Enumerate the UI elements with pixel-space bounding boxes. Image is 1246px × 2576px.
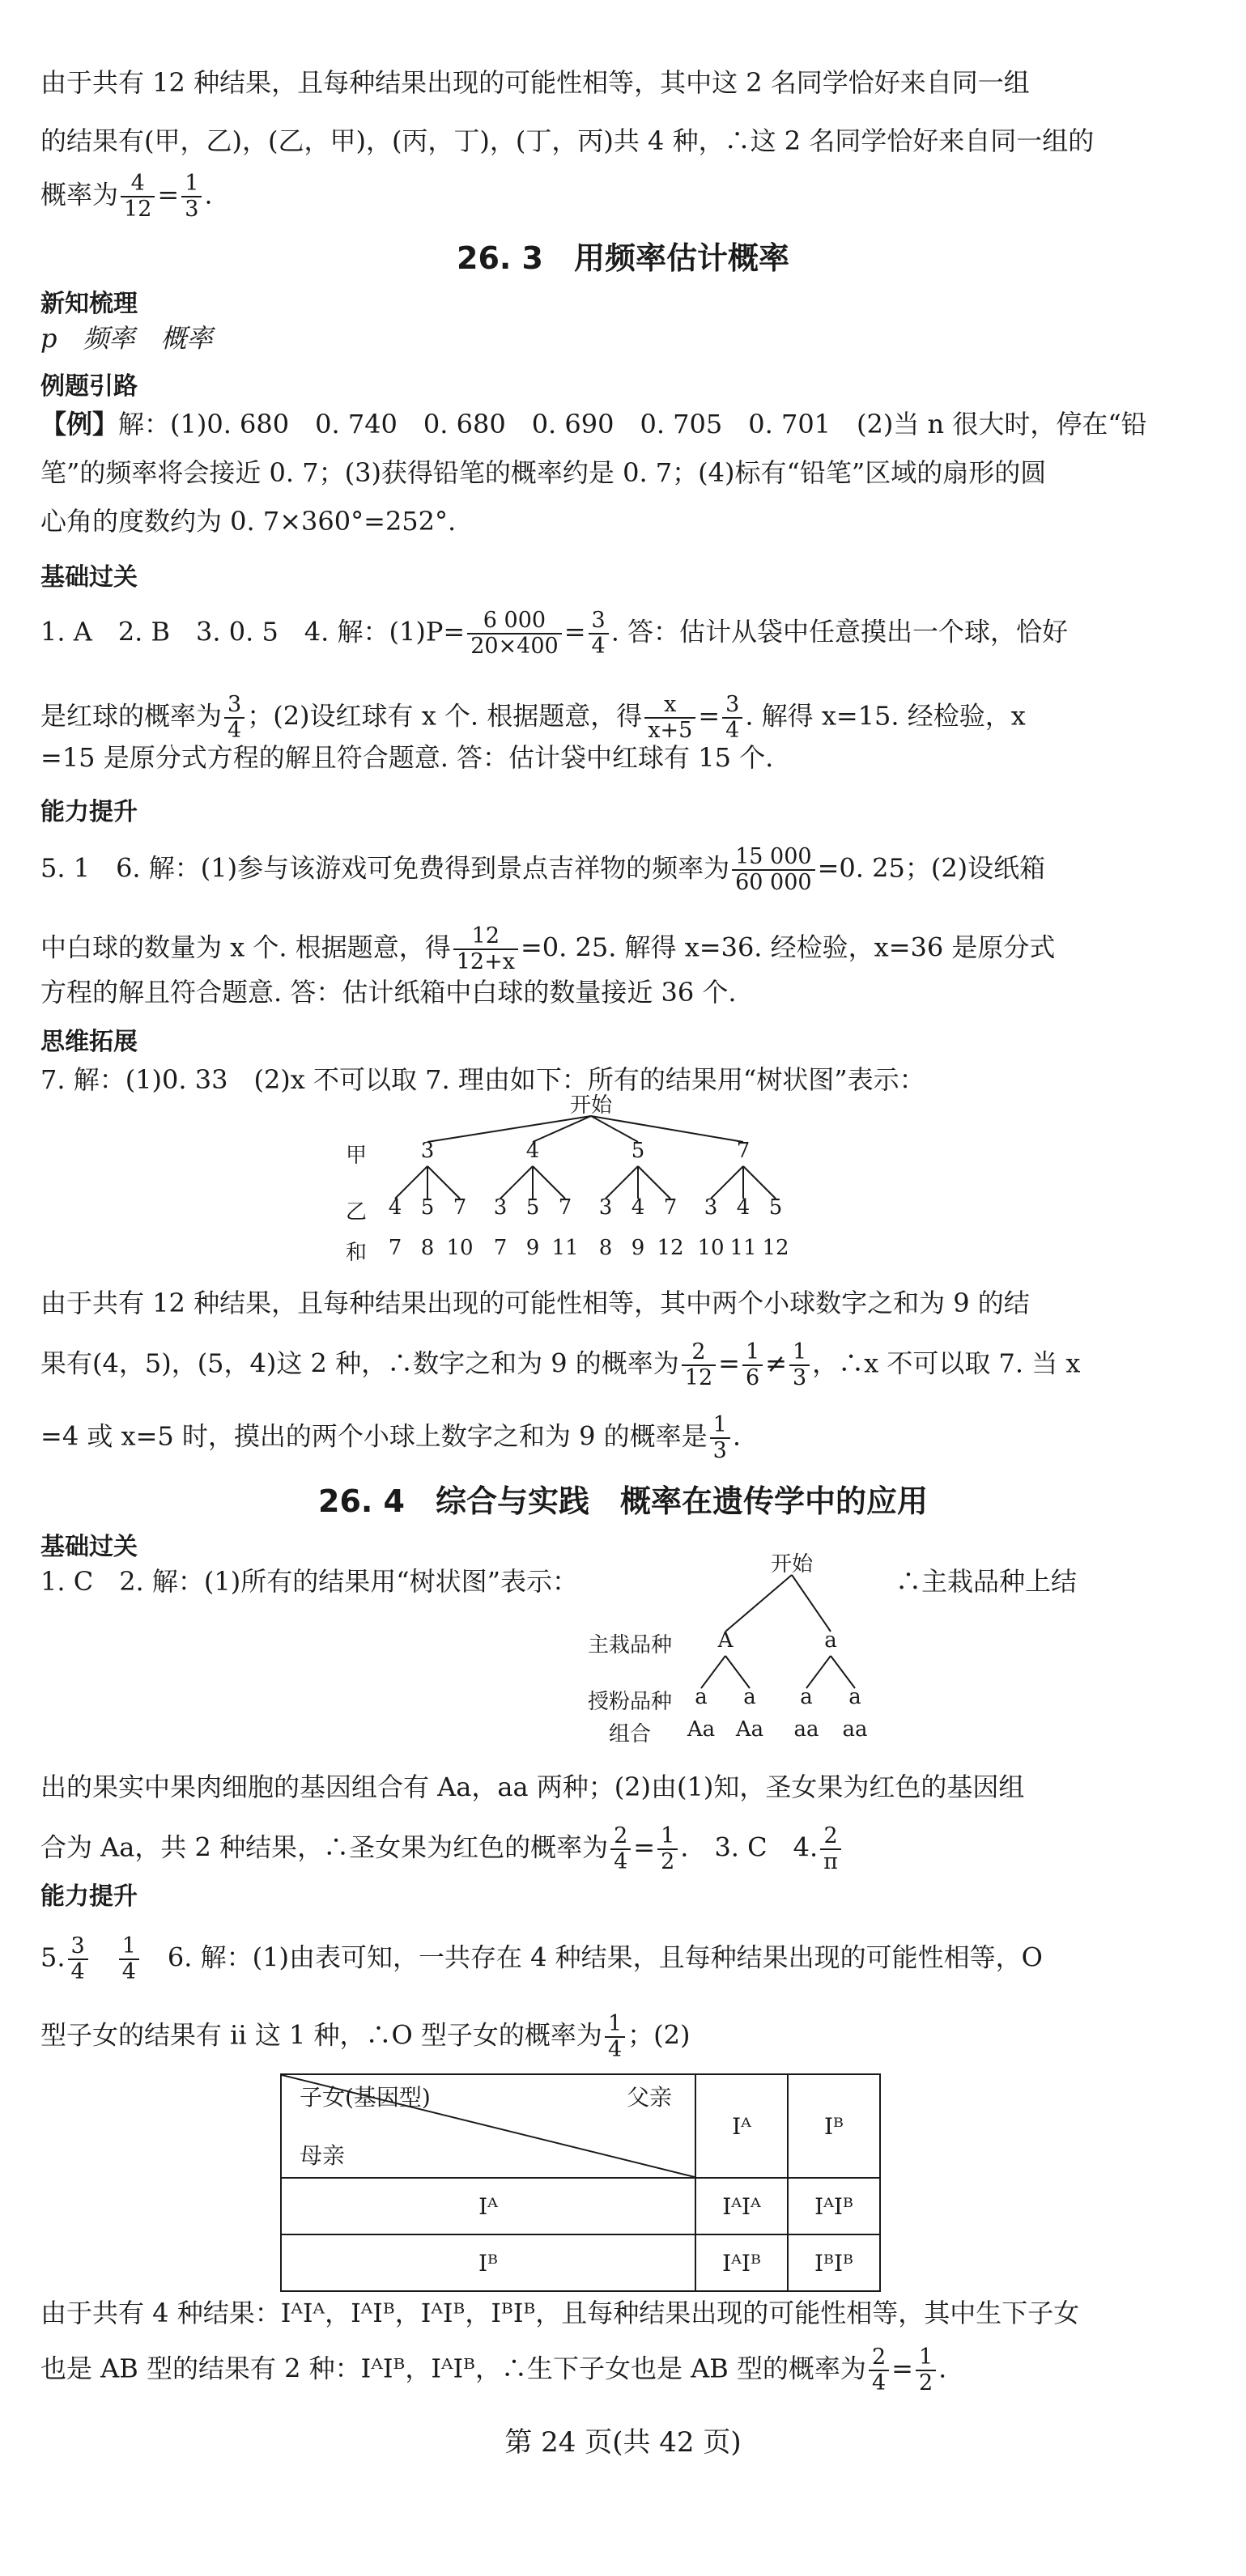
fraction-numerator: 4 [121, 172, 155, 197]
tree-leaf-label: 5 [768, 1195, 783, 1220]
tree-row-label: 授粉品种 [587, 1690, 673, 1714]
fraction-denominator: 2 [918, 2370, 933, 2396]
text-line [40, 845, 1045, 895]
tree-branch [533, 1166, 565, 1199]
text-line: 由于共有 4 种结果：IᴬIᴬ，IᴬIᴮ，IᴬIᴮ，IᴮIᴮ，且每种结果出现的可能性相等，其中生下子女 [40, 2298, 1080, 2328]
tree-leaf-label: 4 [736, 1195, 751, 1220]
tree-branch [395, 1166, 427, 1199]
text-span: 型子女的结果有 ii 这 1 种，∴O 型子女的概率为 [40, 2019, 602, 2051]
tree-branch [743, 1166, 776, 1199]
text-line [40, 1413, 741, 1463]
period: . [732, 1420, 741, 1452]
fraction-denominator: 12+x [456, 949, 515, 974]
fraction-denominator: 4 [70, 1959, 85, 1984]
tree-branch [427, 1116, 591, 1142]
text-line [40, 1340, 1080, 1390]
fraction [605, 2012, 625, 2062]
fraction-denominator: 4 [228, 718, 242, 743]
table-row [281, 2234, 880, 2291]
fraction [119, 1934, 139, 1984]
table-cell: IᴬIᴮ [788, 2178, 880, 2234]
subheading-new-knowledge: 新知梳理 [40, 290, 138, 318]
fraction-denominator: 4 [725, 718, 740, 743]
tree-sum-label: 8 [420, 1236, 435, 1260]
fraction-numerator: 1 [742, 1340, 763, 1366]
tree-diagram-genes [583, 1547, 891, 1750]
fraction-denominator: 12 [684, 1365, 713, 1390]
tree-sum-label: 7 [493, 1236, 508, 1260]
text-span: =4 或 x=5 时，摸出的两个小球上数字之和为 9 的概率是 [40, 1420, 708, 1452]
fraction-denominator: π [823, 1849, 838, 1874]
text-span: 概率为 [40, 179, 119, 210]
text-span: 果有(4，5)，(5，4)这 2 种，∴数字之和为 9 的概率为 [40, 1347, 679, 1379]
tree-node-label: 5 [631, 1139, 645, 1163]
fraction-numerator: 1 [605, 2012, 625, 2038]
fraction [789, 1340, 810, 1390]
fraction-denominator: 60 000 [735, 870, 812, 895]
equals-sign: = [698, 700, 721, 732]
period: . [204, 179, 213, 210]
tree-branch [725, 1656, 750, 1688]
tree-node-label: 4 [525, 1139, 540, 1163]
table-header-mother: Iᴬ [281, 2178, 695, 2234]
text-line [40, 2345, 946, 2396]
tree-sum-label: 12 [657, 1236, 684, 1260]
table-cell: IᴮIᴮ [788, 2234, 880, 2291]
fraction [121, 172, 155, 222]
tree-branch [806, 1656, 831, 1688]
tree-leaf-label: 5 [525, 1195, 540, 1220]
text-span: 5. 1 6. 解：(1)参与该游戏可免费得到景点吉祥物的频率为 [40, 852, 730, 884]
fraction-numerator: 2 [869, 2345, 889, 2371]
fraction-denominator: 4 [614, 1849, 628, 1874]
tree-row-label: 和 [345, 1241, 368, 1265]
example-tag: 【例】 [40, 409, 119, 439]
text-span: 解：(1)0. 680 0. 740 0. 680 0. 690 0. 705 0. 701 (2)当 n 很大时，停在“铅 [118, 409, 1147, 439]
tree-sum-label: 9 [631, 1236, 645, 1260]
text-span: 合为 Aa，共 2 种结果，∴圣女果为红色的概率为 [40, 1831, 609, 1863]
tree-node-label: a [824, 1628, 837, 1653]
text-span: 是红球的概率为 [40, 700, 223, 732]
fraction-numerator: 2 [820, 1824, 841, 1850]
fraction [657, 1824, 678, 1874]
corner-label-mother: 母亲 [300, 2142, 346, 2169]
tree-leaf-label: a [848, 1685, 861, 1709]
text-span: ；(2) [627, 2019, 691, 2051]
text-line [40, 1824, 844, 1874]
period: . [938, 2353, 947, 2384]
text-line [40, 408, 1147, 440]
fraction-denominator: 3 [792, 1365, 807, 1390]
tree-row-label: 主栽品种 [587, 1633, 673, 1657]
fraction [68, 1934, 88, 1984]
text-line: 由于共有 12 种结果，且每种结果出现的可能性相等，其中这 2 名同学恰好来自同一组 [40, 67, 1030, 98]
fraction [181, 172, 202, 222]
table-cell: IᴬIᴮ [695, 2234, 788, 2291]
fraction [916, 2345, 936, 2396]
text-line: 由于共有 12 种结果，且每种结果出现的可能性相等，其中两个小球数字之和为 9 的结 [40, 1288, 1030, 1318]
text-span: =0. 25. 解得 x=36. 经检验，x=36 是原分式 [520, 932, 1056, 963]
tree-sum-label: 11 [729, 1236, 757, 1260]
tree-sum-label: 8 [598, 1236, 613, 1260]
fraction-numerator: 1 [789, 1340, 810, 1366]
fraction [453, 924, 518, 974]
fraction-denominator: x+5 [648, 718, 693, 743]
tree-leaf-label: a [800, 1685, 813, 1709]
tree-leaf-label: 3 [598, 1195, 613, 1220]
tree-combo-label: aa [842, 1717, 868, 1742]
tree-node-label: A [717, 1628, 734, 1653]
fraction-numerator: 1 [181, 172, 202, 197]
corner-label-father: 父亲 [626, 2084, 672, 2111]
tree-branch [725, 1575, 792, 1632]
table-header-mother: Iᴮ [281, 2234, 695, 2291]
page-footer: 第 24 页(共 42 页) [504, 2426, 742, 2459]
table-header-father: Iᴮ [788, 2074, 880, 2178]
section-title-26-4: 26. 4 综合与实践 概率在遗传学中的应用 [318, 1483, 928, 1519]
text-span: ，∴x 不可以取 7. 当 x [812, 1347, 1081, 1379]
text-line: =15 是原分式方程的解且符合题意. 答：估计袋中红球有 15 个. [40, 742, 774, 773]
tree-sum-label: 9 [525, 1236, 540, 1260]
fraction-denominator: 4 [871, 2370, 887, 2396]
tree-branch [638, 1166, 670, 1199]
fraction [610, 1824, 631, 1874]
tree-root-label: 开始 [569, 1093, 613, 1118]
subheading-basic: 基础过关 [40, 1533, 138, 1561]
fraction [869, 2345, 889, 2396]
text-line: 出的果实中果肉细胞的基因组合有 Aa，aa 两种；(2)由(1)知，圣女果为红色的基因组 [40, 1772, 1025, 1802]
fraction [732, 845, 814, 895]
fraction-numerator: 3 [589, 609, 609, 634]
text-span: . 解得 x=15. 经检验，x [745, 700, 1026, 732]
tree-node-label: 3 [420, 1139, 435, 1163]
fraction [722, 693, 742, 743]
fraction-numerator: 12 [453, 924, 518, 950]
fraction-numerator: 1 [119, 1934, 139, 1960]
tree-combo-label: Aa [735, 1717, 764, 1742]
tree-leaf-label: a [743, 1685, 756, 1709]
fraction [710, 1413, 730, 1463]
equals-sign: = [633, 1831, 656, 1863]
subheading-basic: 基础过关 [40, 563, 138, 592]
text-span: . 3. C 4. [680, 1831, 819, 1863]
tree-combo-label: aa [793, 1717, 819, 1742]
tree-leaf-label: 3 [493, 1195, 508, 1220]
fraction [224, 693, 245, 743]
fraction-denominator: 4 [607, 2037, 623, 2062]
not-equal-sign: ≠ [765, 1347, 787, 1379]
text-line: 方程的解且符合题意. 答：估计纸箱中白球的数量接近 36 个. [40, 977, 737, 1008]
tree-leaf-label: a [695, 1685, 708, 1709]
text-span: =0. 25；(2)设纸箱 [817, 852, 1046, 884]
tree-diagram-sum [340, 1089, 826, 1283]
fraction-numerator: 1 [710, 1413, 730, 1439]
tree-node-label: 7 [736, 1139, 751, 1163]
table-corner-cell [281, 2074, 695, 2178]
fraction-denominator: 3 [712, 1438, 727, 1463]
fraction-denominator: 12 [124, 197, 152, 222]
text-line: 笔”的频率将会接近 0. 7；(3)获得铅笔的概率约是 0. 7；(4)标有“铅笔”区域的扇形的圆 [40, 457, 1047, 488]
tree-sum-label: 10 [446, 1236, 474, 1260]
subheading-ability: 能力提升 [40, 798, 138, 826]
fraction [467, 609, 562, 659]
subheading-ability: 能力提升 [40, 1882, 138, 1911]
text-line [40, 1934, 1043, 1984]
tree-branch [792, 1575, 831, 1632]
fraction-numerator: 2 [682, 1340, 716, 1366]
tree-row-label: 乙 [345, 1200, 368, 1224]
tree-leaf-label: 7 [558, 1195, 572, 1220]
fraction-numerator: 1 [916, 2345, 936, 2371]
fraction-numerator: 1 [657, 1824, 678, 1850]
equals-sign: = [718, 1347, 740, 1379]
subheading-examples: 例题引路 [40, 372, 138, 401]
text-line: p 频率 概率 [40, 323, 213, 354]
fraction-denominator: 6 [745, 1365, 760, 1390]
tree-row-label: 甲 [345, 1144, 368, 1168]
tree-branch [427, 1166, 460, 1199]
table-row [281, 2074, 880, 2178]
text-span: 1. A 2. B 3. 0. 5 4. 解：(1)P= [40, 616, 466, 647]
fraction-numerator: 3 [224, 693, 245, 719]
text-span: ；(2)设红球有 x 个. 根据题意，得 [247, 700, 643, 732]
table-row [281, 2178, 880, 2234]
tree-leaf-label: 4 [631, 1195, 645, 1220]
subheading-thinking: 思维拓展 [40, 1028, 138, 1056]
fraction [742, 1340, 763, 1390]
tree-leaf-label: 7 [663, 1195, 678, 1220]
text-span: . 答：估计从袋中任意摸出一个球，恰好 [610, 616, 1069, 647]
fraction-numerator: 6 000 [467, 609, 562, 634]
tree-sum-label: 11 [551, 1236, 579, 1260]
fraction-numerator: 2 [610, 1824, 631, 1850]
fraction-denominator: 3 [185, 197, 199, 222]
fraction [644, 693, 695, 743]
tree-sum-label: 7 [388, 1236, 402, 1260]
text-line [40, 924, 1055, 974]
text-line [40, 609, 1068, 659]
fraction-numerator: 3 [722, 693, 742, 719]
text-line: 1. C 2. 解：(1)所有的结果用“树状图”表示： [40, 1566, 578, 1597]
text-span: 6. 解：(1)由表可知，一共存在 4 种结果，且每种结果出现的可能性相等，O [141, 1942, 1043, 1973]
text-line: ∴主栽品种上结 [895, 1566, 1078, 1597]
equals-sign: = [157, 179, 180, 210]
fraction-denominator: 2 [661, 1849, 675, 1874]
fraction [589, 609, 609, 659]
tree-leaf-label: 5 [420, 1195, 435, 1220]
genotype-table [280, 2073, 881, 2292]
text-span: 中白球的数量为 x 个. 根据题意，得 [40, 932, 451, 963]
text-line [40, 693, 1026, 743]
tree-leaf-label: 3 [704, 1195, 718, 1220]
corner-label-children: 子女(基因型) [300, 2084, 431, 2111]
section-title-26-3: 26. 3 用频率估计概率 [457, 240, 789, 276]
text-span: 也是 AB 型的结果有 2 种：IᴬIᴮ，IᴬIᴮ，∴生下子女也是 AB 型的概率为 [40, 2353, 866, 2384]
fraction-denominator: 20×400 [470, 634, 559, 659]
tree-combo-label: Aa [687, 1717, 716, 1742]
tree-sum-label: 10 [697, 1236, 725, 1260]
text-line: 7. 解：(1)0. 33 (2)x 不可以取 7. 理由如下：所有的结果用“树状图”表示： [40, 1064, 925, 1095]
fraction-numerator: 15 000 [732, 845, 814, 871]
tree-branch [701, 1656, 725, 1688]
text-line [40, 2012, 690, 2062]
fraction [820, 1824, 841, 1874]
fraction-denominator: 4 [591, 634, 606, 659]
tree-sum-label: 12 [762, 1236, 789, 1260]
fraction-numerator: 3 [68, 1934, 88, 1960]
table-cell: IᴬIᴬ [695, 2178, 788, 2234]
text-span: 5. [40, 1942, 66, 1973]
tree-leaf-label: 4 [388, 1195, 402, 1220]
text-line: 的结果有(甲，乙)，(乙，甲)，(丙，丁)，(丁，丙)共 4 种，∴这 2 名同学恰好来自同一组的 [40, 125, 1095, 156]
fraction-numerator: x [644, 693, 695, 719]
equals-sign: = [891, 2353, 913, 2384]
fraction [682, 1340, 716, 1390]
text-line [40, 172, 213, 222]
tree-branch [606, 1166, 638, 1199]
tree-row-label: 组合 [608, 1722, 652, 1746]
spacer [91, 1942, 117, 1973]
table-header-father: Iᴬ [695, 2074, 788, 2178]
tree-root-label: 开始 [770, 1552, 814, 1577]
equals-sign: = [563, 616, 586, 647]
tree-branch [711, 1166, 743, 1199]
tree-leaf-label: 7 [453, 1195, 467, 1220]
tree-branch [831, 1656, 855, 1688]
tree-branch [500, 1166, 533, 1199]
fraction-denominator: 4 [121, 1959, 136, 1984]
text-line: 心角的度数约为 0. 7×360°=252°. [40, 506, 457, 537]
